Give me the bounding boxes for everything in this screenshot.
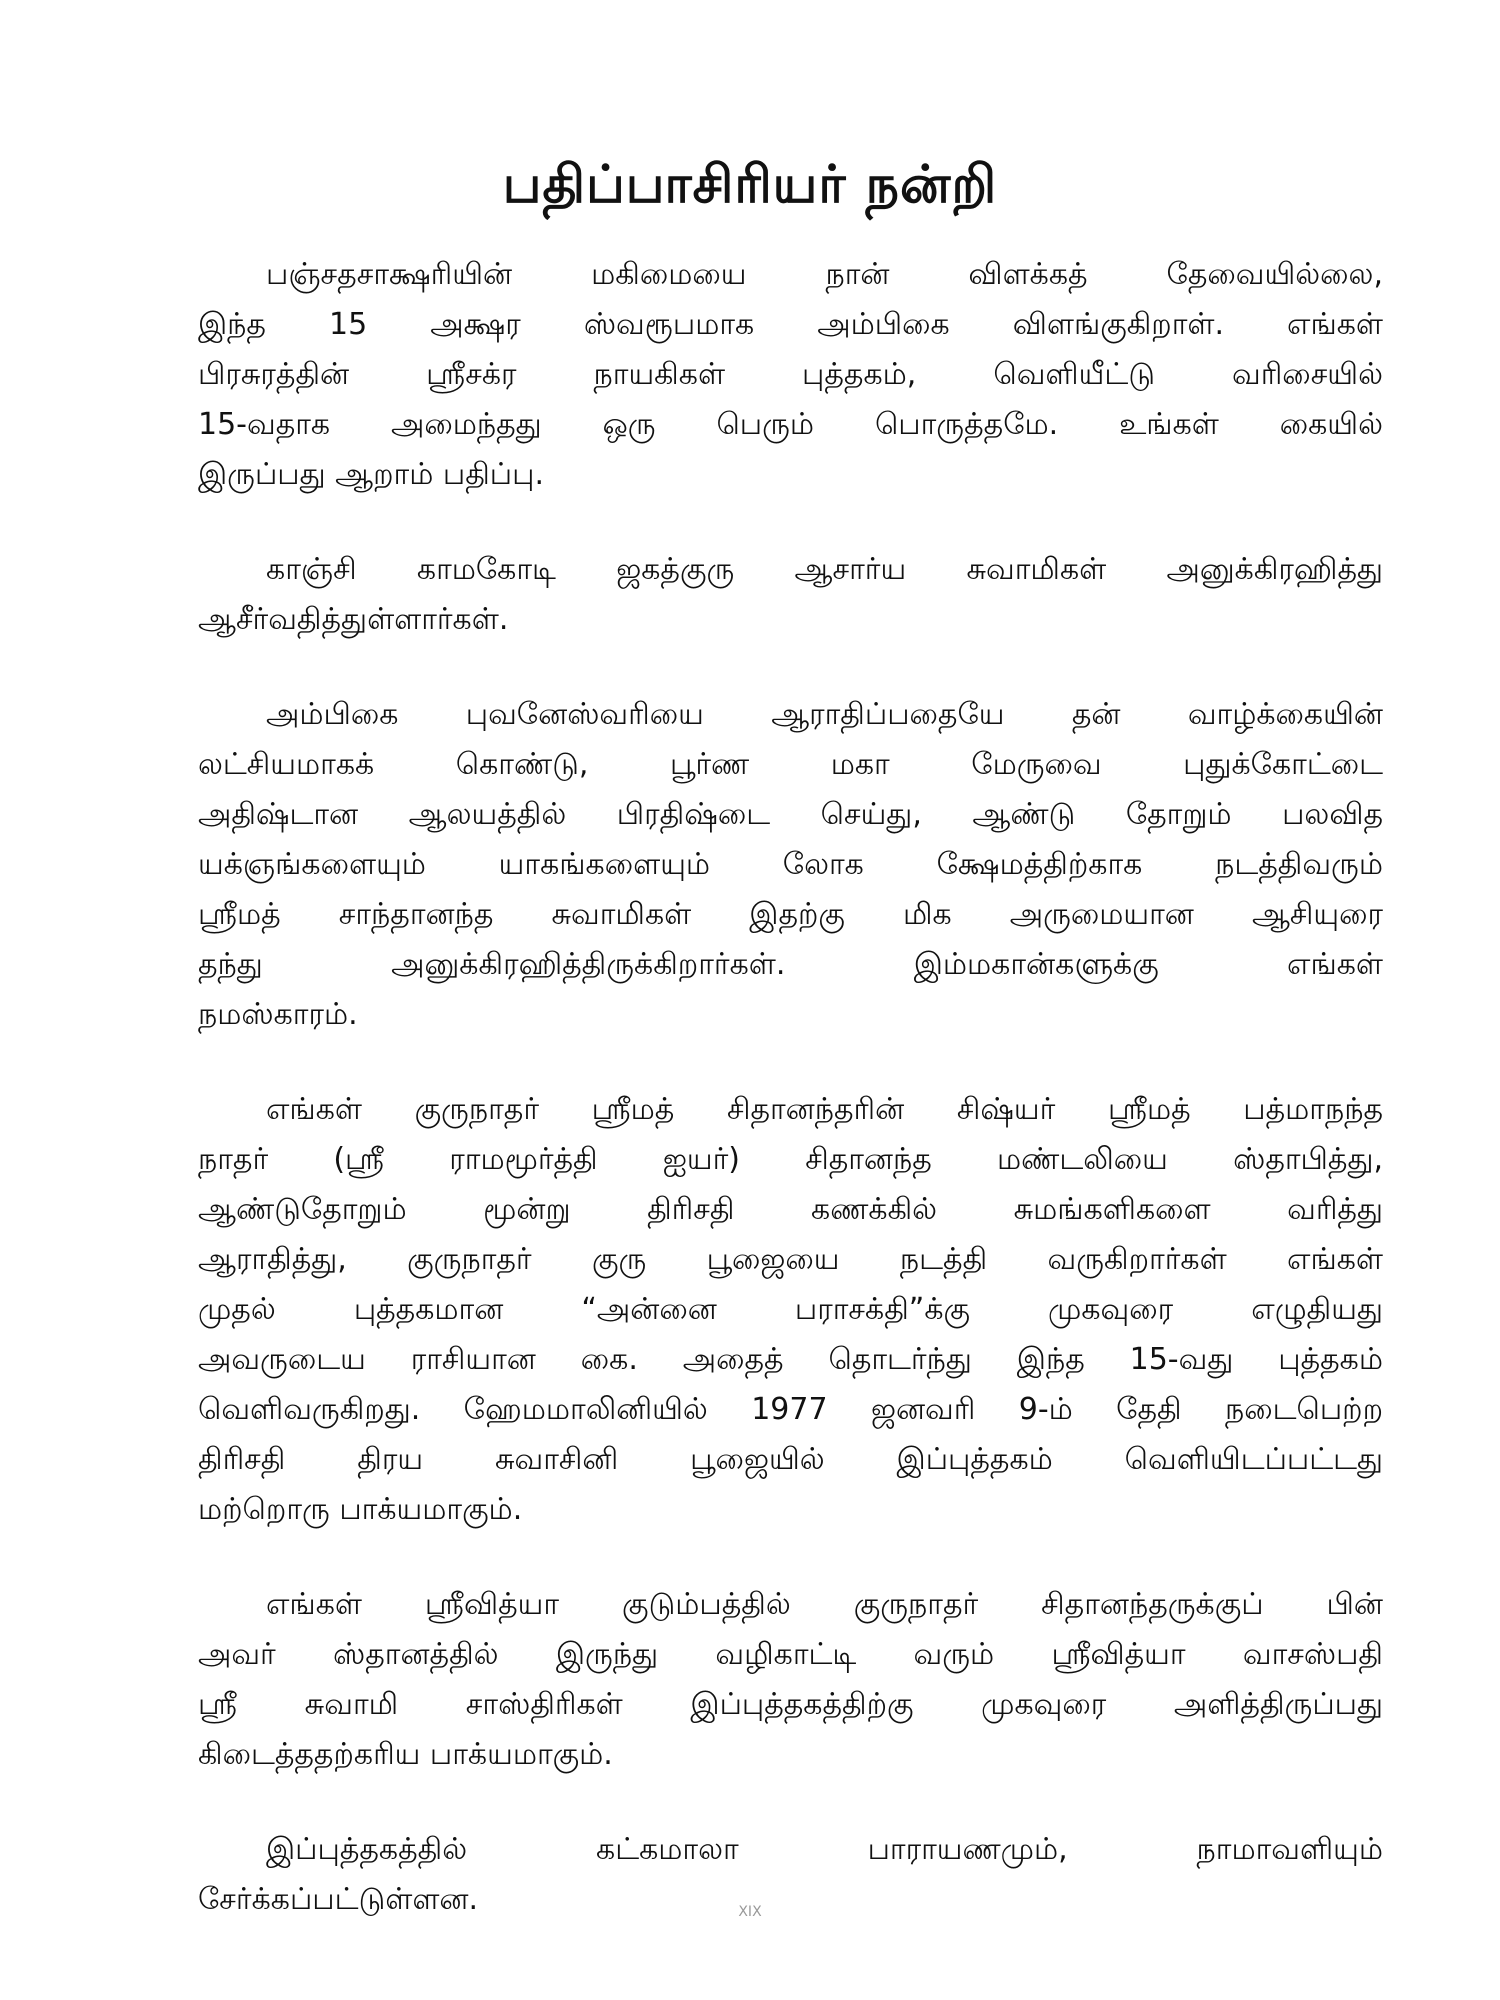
text-line: நமஸ்காரம். — [198, 997, 358, 1032]
text-line: ஆசீர்வதித்துள்ளார்கள். — [198, 602, 509, 637]
paragraph — [198, 545, 1383, 645]
body-text — [198, 250, 1383, 1970]
paragraph — [198, 1580, 1383, 1780]
text-line: அவர் ஸ்தானத்தில் இருந்து வழிகாட்டி வரும் ஸ்ரீவித்யா வாசஸ்பதி — [198, 1637, 1383, 1672]
text-line: மற்றொரு பாக்யமாகும். — [198, 1492, 523, 1527]
text-line: இந்த 15 அக்ஷர ஸ்வரூபமாக அம்பிகை விளங்குகிறாள். எங்கள் — [198, 307, 1383, 342]
text-line: தந்து அனுக்கிரஹித்திருக்கிறார்கள். இம்மகான்களுக்கு எங்கள் — [198, 947, 1383, 982]
text-line: 15-வதாக அமைந்தது ஒரு பெரும் பொருத்தமே. உங்கள் கையில் — [198, 407, 1383, 442]
page-number: XIX — [738, 1904, 762, 1920]
paragraph — [198, 690, 1383, 1040]
text-line: நாதர் (ஸ்ரீ ராமமூர்த்தி ஐயர்) சிதானந்த மண்டலியை ஸ்தாபித்து, — [198, 1142, 1383, 1177]
text-line: இப்புத்தகத்தில் கட்கமாலா பாராயணமும், நாமாவளியும் — [266, 1832, 1383, 1867]
text-line: அவருடைய ராசியான கை. அதைத் தொடர்ந்து இந்த 15-வது புத்தகம் — [198, 1342, 1383, 1377]
text-line: சேர்க்கப்பட்டுள்ளன. — [198, 1882, 479, 1917]
text-line: பஞ்சதசாக்ஷரியின் மகிமையை நான் விளக்கத் தேவையில்லை, — [266, 257, 1383, 292]
text-line: முதல் புத்தகமான “அன்னை பராசக்தி”க்கு முகவுரை எழுதியது — [198, 1292, 1383, 1327]
page-title: பதிப்பாசிரியர் நன்றி — [502, 155, 998, 215]
text-line: லட்சியமாகக் கொண்டு, பூர்ண மகா மேருவை புதுக்கோட்டை — [198, 747, 1383, 782]
paragraph — [198, 1825, 1383, 1925]
text-line: பிரசுரத்தின் ஸ்ரீசக்ர நாயகிகள் புத்தகம், வெளியீட்டு வரிசையில் — [198, 357, 1383, 392]
text-line: எங்கள் குருநாதர் ஸ்ரீமத் சிதானந்தரின் சிஷ்யர் ஸ்ரீமத் பத்மாநந்த — [266, 1092, 1383, 1127]
text-line: ஆண்டுதோறும் மூன்று திரிசதி கணக்கில் சுமங்களிகளை வரித்து — [198, 1192, 1383, 1227]
text-line: வெளிவருகிறது. ஹேமமாலினியில் 1977 ஜனவரி 9-ம் தேதி நடைபெற்ற — [198, 1392, 1383, 1427]
text-line: அதிஷ்டான ஆலயத்தில் பிரதிஷ்டை செய்து, ஆண்டு தோறும் பலவித — [198, 797, 1383, 832]
text-line: ஆராதித்து, குருநாதர் குரு பூஜையை நடத்தி வருகிறார்கள் எங்கள் — [198, 1242, 1383, 1277]
text-line: எங்கள் ஸ்ரீவித்யா குடும்பத்தில் குருநாதர் சிதானந்தருக்குப் பின் — [266, 1587, 1383, 1622]
paragraph — [198, 250, 1383, 500]
text-line: கிடைத்ததற்கரிய பாக்யமாகும். — [198, 1737, 613, 1772]
text-line: காஞ்சி காமகோடி ஜகத்குரு ஆசார்ய சுவாமிகள் அனுக்கிரஹித்து — [266, 552, 1383, 587]
text-line: யக்ஞங்களையும் யாகங்களையும் லோக க்ஷேமத்திற்காக நடத்திவரும் — [198, 847, 1383, 882]
text-line: ஸ்ரீ சுவாமி சாஸ்திரிகள் இப்புத்தகத்திற்கு முகவுரை அளித்திருப்பது — [198, 1687, 1383, 1722]
text-line: இருப்பது ஆறாம் பதிப்பு. — [198, 457, 544, 492]
text-line: அம்பிகை புவனேஸ்வரியை ஆராதிப்பதையே தன் வாழ்க்கையின் — [266, 697, 1383, 732]
text-line: ஸ்ரீமத் சாந்தானந்த சுவாமிகள் இதற்கு மிக அருமையான ஆசியுரை — [198, 897, 1383, 932]
paragraph — [198, 1085, 1383, 1535]
text-line: திரிசதி திரய சுவாசினி பூஜையில் இப்புத்தகம் வெளியிடப்பட்டது — [198, 1442, 1383, 1477]
